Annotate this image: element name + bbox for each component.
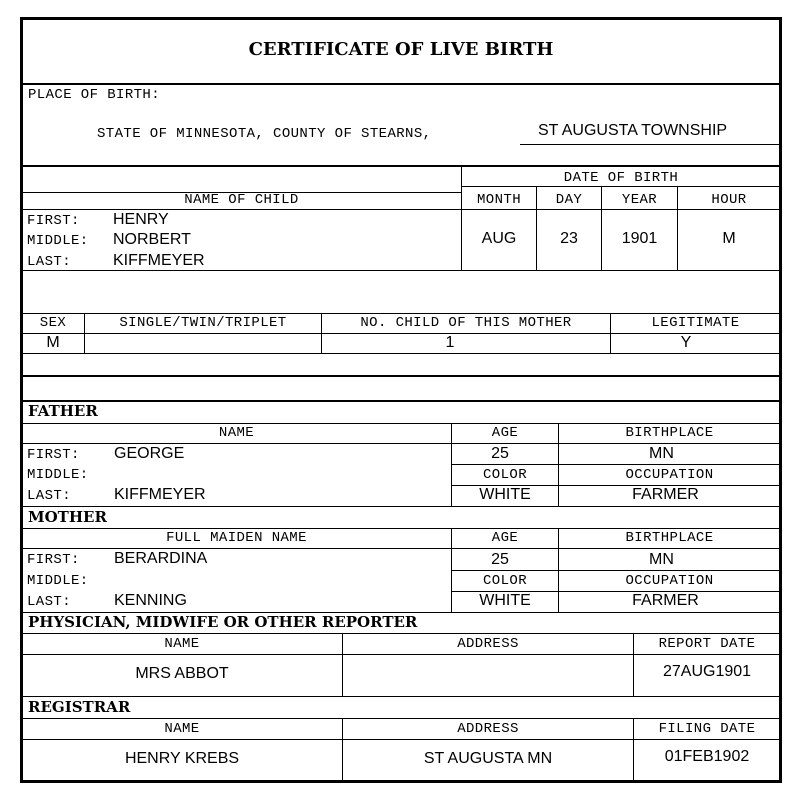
- child-first-name: HENRY: [113, 211, 169, 228]
- registrar-name-header: NAME: [164, 721, 200, 737]
- mother-last-name: KENNING: [114, 592, 187, 609]
- child-no-label: NO. CHILD OF THIS MOTHER: [360, 315, 572, 331]
- father-color: WHITE: [479, 486, 531, 503]
- father-birthplace: MN: [649, 445, 674, 462]
- child-last-name: KIFFMEYER: [113, 252, 205, 269]
- dob-header-line: [462, 186, 780, 187]
- year-label: YEAR: [621, 192, 658, 208]
- father-first-label: FIRST:: [27, 447, 80, 463]
- mother-color-label: COLOR: [482, 573, 527, 589]
- plurality-label: SINGLE/TWIN/TRIPLET: [119, 315, 287, 331]
- section-divider-top: [20, 165, 782, 167]
- father-age: 25: [491, 445, 509, 462]
- father-color-label: COLOR: [482, 467, 527, 483]
- mother-middle-label: MIDDLE:: [27, 573, 89, 589]
- registrar-section-label: REGISTRAR: [28, 698, 131, 716]
- registrar-name: HENRY KREBS: [124, 750, 240, 767]
- outer-border-top: [20, 17, 782, 20]
- father-first-name: GEORGE: [114, 445, 185, 462]
- reporter-section-label: PHYSICIAN, MIDWIFE OR OTHER REPORTER: [28, 613, 418, 631]
- child-middle-name: NORBERT: [113, 231, 191, 248]
- reporter-line-1: [20, 633, 782, 634]
- mother-line-3: [452, 570, 780, 571]
- day-label: DAY: [555, 192, 583, 208]
- father-last-label: LAST:: [27, 488, 72, 504]
- reporter-date-header: REPORT DATE: [658, 636, 756, 652]
- registrar-date: 01FEB1902: [664, 748, 750, 765]
- legitimate-value: Y: [680, 334, 692, 351]
- dob-header: DATE OF BIRTH: [563, 170, 679, 186]
- reporter-name: MRS ABBOT: [135, 665, 229, 682]
- mother-age-label: AGE: [491, 530, 519, 546]
- reporter-line-3: [20, 696, 782, 697]
- child-section-bottom: [20, 270, 782, 271]
- birth-hour: M: [722, 230, 736, 247]
- sex-value: M: [46, 334, 60, 351]
- child-middle-label: MIDDLE:: [27, 233, 89, 249]
- mother-line-2: [20, 548, 782, 549]
- place-of-birth-label: PLACE OF BIRTH:: [28, 87, 161, 103]
- place-of-birth-township: ST AUGUSTA TOWNSHIP: [538, 122, 728, 139]
- registrar-address-header: ADDRESS: [457, 721, 519, 737]
- mother-first-label: FIRST:: [27, 552, 80, 568]
- registrar-line-1: [20, 718, 782, 719]
- father-middle-label: MIDDLE:: [27, 467, 89, 483]
- father-occupation: FARMER: [632, 486, 699, 503]
- sex-label: SEX: [39, 315, 67, 331]
- mother-last-label: LAST:: [27, 594, 72, 610]
- birth-month: AUG: [481, 230, 517, 247]
- mother-occupation-label: OCCUPATION: [625, 573, 714, 589]
- father-section-label: FATHER: [28, 402, 98, 420]
- mother-birthplace-label: BIRTHPLACE: [625, 530, 714, 546]
- child-name-header: NAME OF CHILD: [184, 192, 299, 208]
- child-first-label: FIRST:: [27, 213, 80, 229]
- title-divider: [20, 83, 782, 85]
- father-name-header: NAME: [218, 425, 255, 441]
- details-line-bottom: [20, 353, 782, 354]
- mother-first-name: BERARDINA: [114, 550, 208, 567]
- birth-day: 23: [560, 230, 578, 247]
- registrar-date-header: FILING DATE: [658, 721, 756, 737]
- reporter-line-2: [20, 654, 782, 655]
- child-last-label: LAST:: [27, 254, 72, 270]
- details-line-mid: [20, 333, 782, 334]
- legitimate-label: LEGITIMATE: [651, 315, 740, 331]
- certificate-title: CERTIFICATE OF LIVE BIRTH: [248, 39, 554, 60]
- place-of-birth-state-county: STATE OF MINNESOTA, COUNTY OF STEARNS,: [97, 126, 432, 142]
- spacer-line: [20, 375, 782, 377]
- father-birthplace-label: BIRTHPLACE: [625, 425, 714, 441]
- father-last-name: KIFFMEYER: [114, 486, 206, 503]
- father-line-2: [20, 443, 782, 444]
- township-underline: [520, 144, 780, 145]
- mother-line-1: [20, 528, 782, 529]
- mother-color: WHITE: [479, 592, 531, 609]
- father-line-5: [20, 506, 782, 507]
- reporter-date: 27AUG1901: [662, 663, 752, 680]
- father-age-label: AGE: [491, 425, 519, 441]
- registrar-address: ST AUGUSTA MN: [423, 750, 553, 767]
- mother-section-label: MOTHER: [28, 508, 107, 526]
- child-no-value: 1: [445, 334, 455, 351]
- mother-occupation: FARMER: [632, 592, 699, 609]
- reporter-name-header: NAME: [164, 636, 200, 652]
- mother-birthplace: MN: [649, 551, 674, 568]
- registrar-line-2: [20, 739, 782, 740]
- parents-section-top: [20, 400, 782, 402]
- father-line-3: [452, 464, 780, 465]
- details-line-top: [20, 313, 782, 314]
- mother-age: 25: [491, 551, 509, 568]
- mother-name-header: FULL MAIDEN NAME: [166, 530, 307, 546]
- birth-year: 1901: [621, 230, 658, 247]
- father-occupation-label: OCCUPATION: [625, 467, 714, 483]
- father-line-1: [20, 423, 782, 424]
- reporter-address-header: ADDRESS: [457, 636, 519, 652]
- month-label: MONTH: [476, 192, 521, 208]
- outer-border-bottom: [20, 780, 782, 783]
- hour-label: HOUR: [711, 192, 747, 208]
- child-header-line-bottom: [20, 209, 782, 210]
